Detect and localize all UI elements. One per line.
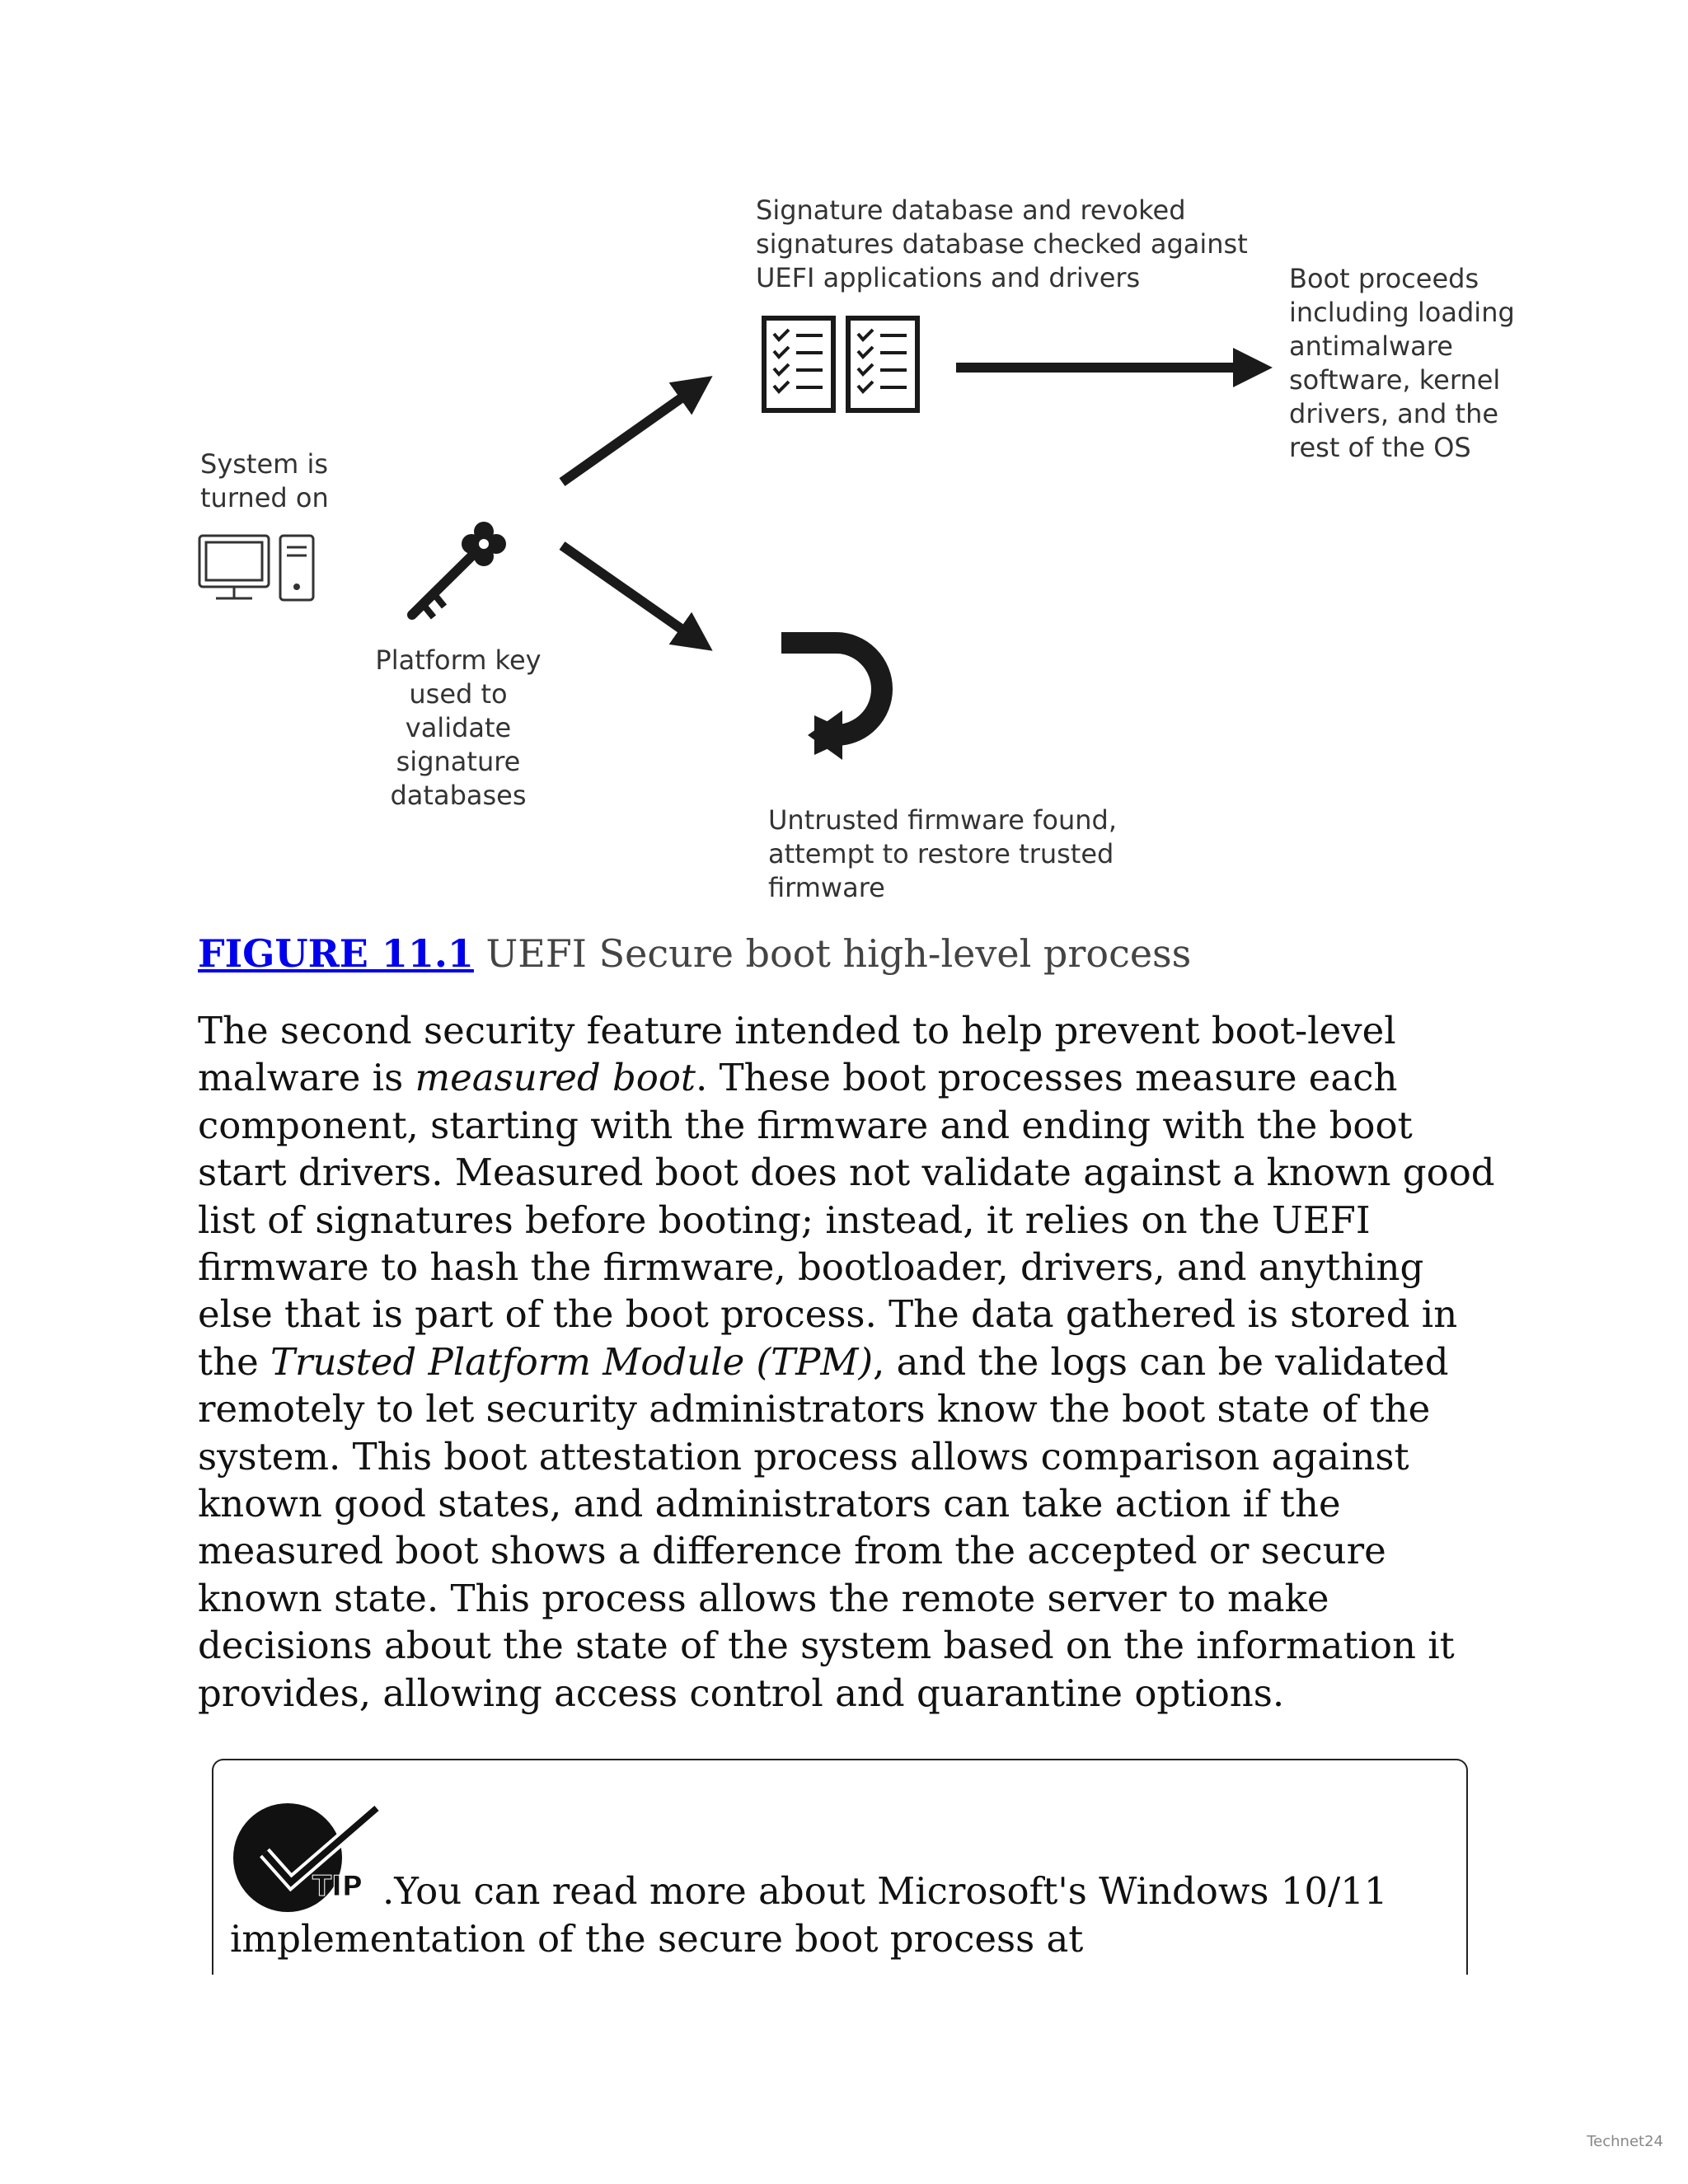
untrusted-label: Untrusted firmware found, attempt to restore trusted firmware — [768, 804, 1117, 903]
arrow-to-signature-db — [562, 387, 696, 482]
body-text-2: . These boot processes measure each component, starting with the firmware and ending with the boot start drivers. Measured boot does not validate against a known good list of signatures before booting; instead, it relies on the UEFI firmware to hash the firmware, bootloader, drivers, and anything else that is part of the boot process. The data gathered is stored in the — [198, 1056, 1495, 1384]
tip-icon-text: TIP — [312, 1870, 363, 1903]
arrow-to-untrusted — [562, 546, 696, 640]
term-tpm: Trusted Platform Module (TPM) — [270, 1339, 874, 1384]
tip-box — [212, 1759, 1468, 1975]
key-icon — [412, 522, 506, 617]
computer-icon — [199, 536, 313, 600]
system-on-label: System is turned on — [200, 448, 329, 513]
body-paragraph — [198, 1007, 1500, 1717]
checklist-icon — [764, 318, 917, 410]
boot-proceeds-label: Boot proceeds including loading antimalware software, kernel drivers, and the rest of the OS — [1289, 263, 1515, 463]
figure-link[interactable]: FIGURE 11.1 — [198, 931, 474, 976]
body-text-1: The second security feature intended to help prevent boot-level malware is — [198, 1009, 1396, 1100]
return-arrow-icon — [781, 643, 882, 760]
platform-key-label: Platform key used to validate signature databases — [375, 644, 542, 811]
figure-caption — [198, 931, 1191, 976]
watermark: Technet24 — [1587, 2133, 1663, 2150]
body-text-3: , and the logs can be validated remotely to let security administrators know the boot state of the system. This boot attestation process allows comparison against known good states, and administrators can take action if the measured boot shows a difference from the accepted or secure known state. This process allows the remote server to make decisions about the state of the system based on the information it provides, allowing access control and quarantine options. — [198, 1339, 1455, 1715]
tip-text: .You can read more about Microsoft's Windows 10/11 implementation of the secure boot process at — [230, 1869, 1388, 1961]
signature-db-label: Signature database and revoked signatures database checked against UEFI applications and drivers — [756, 194, 1248, 293]
term-measured-boot: measured boot — [415, 1056, 696, 1100]
caption-text: UEFI Secure boot high-level process — [473, 931, 1192, 976]
